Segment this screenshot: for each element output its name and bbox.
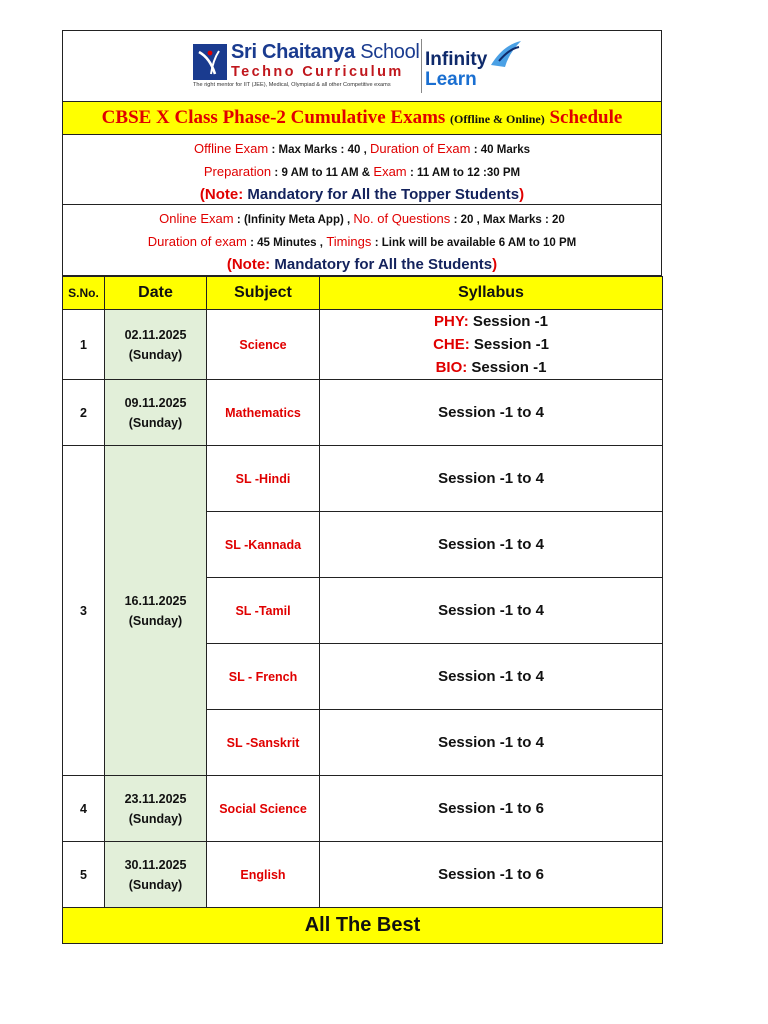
timings-value: : Link will be available 6 AM to 10 PM (374, 237, 577, 249)
offline-line-1 (63, 138, 661, 161)
brand-name: Sri Chaitanya School (231, 41, 420, 63)
sri-chaitanya-logo (193, 43, 421, 91)
syllabus-cell: Session -1 to 4 (320, 380, 663, 446)
questions-value: : 20 , Max Marks : 20 (453, 214, 565, 226)
prep-value: : 9 AM to 11 AM & (274, 167, 371, 179)
subject-cell: SL -Kannada (207, 512, 320, 578)
sno-cell: 2 (63, 380, 105, 446)
date-cell (105, 446, 207, 776)
syllabus-cell: Session -1 to 4 (320, 644, 663, 710)
infinity-learn-logo (425, 47, 521, 93)
offline-exam-value: : Max Marks : 40 (271, 144, 361, 156)
title-suffix: Schedule (549, 107, 623, 128)
day-text: (Sunday) (128, 877, 183, 892)
online-line-2 (63, 231, 661, 254)
online-exam-label: Online Exam (159, 211, 234, 226)
schedule-sheet (62, 30, 662, 944)
offline-exam-time-value: : 11 AM to 12 :30 PM (409, 167, 521, 179)
syllabus-cell: Session -1 to 4 (320, 710, 663, 776)
date-cell (105, 380, 207, 446)
date-cell (105, 842, 207, 908)
syllabus-text: Session -1 (469, 336, 549, 353)
date-cell (105, 310, 207, 380)
infinity-word: Infinity (425, 49, 488, 70)
note-text: Mandatory for All the Topper Students (243, 186, 520, 203)
date-text: 16.11.2025 (124, 593, 187, 608)
col-header-subject: Subject (207, 277, 320, 310)
table-row (63, 310, 663, 380)
table-row (63, 842, 663, 908)
note-open: (Note: (226, 256, 271, 273)
table-header-row (63, 277, 663, 310)
syllabus-cell: Session -1 to 6 (320, 776, 663, 842)
note-open: (Note: (199, 186, 244, 203)
col-header-sno: S.No. (63, 277, 105, 310)
syllabus-text: Session -1 (468, 313, 548, 330)
title-main: CBSE X Class Phase-2 Cumulative Exams (101, 107, 446, 128)
day-text: (Sunday) (128, 613, 183, 628)
syllabus-line (320, 333, 662, 356)
online-exam-value: : (Infinity Meta App) (236, 214, 344, 226)
offline-duration-value: : 40 Marks (473, 144, 531, 156)
schedule-box (62, 30, 662, 276)
syllabus-cell: Session -1 to 4 (320, 512, 663, 578)
col-header-syllabus: Syllabus (320, 277, 663, 310)
questions-label: No. of Questions (353, 211, 451, 226)
col-header-date: Date (105, 277, 207, 310)
syllabus-prefix: PHY: (434, 313, 469, 330)
syllabus-text: Session -1 (467, 359, 547, 376)
subject-cell: SL -Sanskrit (207, 710, 320, 776)
online-duration-value: : 45 Minutes , (250, 237, 323, 249)
table-row (63, 776, 663, 842)
infinity-swoosh-icon (489, 39, 523, 71)
offline-duration-label: Duration of Exam (369, 141, 471, 156)
footer-row (63, 908, 663, 944)
syllabus-prefix: CHE: (433, 336, 470, 353)
syllabus-line (320, 356, 662, 379)
table-row (63, 446, 663, 512)
sno-cell: 4 (63, 776, 105, 842)
subject-cell: English (207, 842, 320, 908)
online-sep: , (343, 214, 354, 226)
timings-label: Timings (326, 234, 372, 249)
date-text: 02.11.2025 (124, 327, 187, 342)
syllabus-line (320, 310, 662, 333)
subject-cell: SL -Tamil (207, 578, 320, 644)
day-text: (Sunday) (128, 347, 183, 362)
sno-cell: 1 (63, 310, 105, 380)
offline-exam-info (63, 135, 661, 205)
title-sub: (Offline & Online) (450, 112, 545, 126)
syllabus-cell (320, 310, 663, 380)
page-title (63, 102, 661, 135)
note-close: ) (519, 186, 525, 203)
online-line-1 (63, 208, 661, 231)
date-cell (105, 776, 207, 842)
note-close: ) (492, 256, 498, 273)
note-text: Mandatory for All the Students (270, 256, 493, 273)
online-note (63, 254, 661, 276)
footer-text: All The Best (63, 908, 663, 944)
brand-subline: Techno Curriculum (231, 64, 404, 80)
schedule-table (62, 276, 663, 944)
logo-divider (421, 39, 422, 93)
offline-exam-label: Offline Exam (193, 141, 269, 156)
offline-line-2 (63, 161, 661, 184)
sri-chaitanya-emblem-icon (193, 44, 227, 80)
offline-sep: , (360, 144, 370, 156)
syllabus-cell: Session -1 to 4 (320, 446, 663, 512)
date-text: 30.11.2025 (124, 857, 187, 872)
online-exam-info (63, 205, 661, 276)
date-text: 23.11.2025 (124, 791, 187, 806)
learn-word: Learn (425, 69, 477, 90)
subject-cell: SL - French (207, 644, 320, 710)
subject-cell: Mathematics (207, 380, 320, 446)
day-text: (Sunday) (128, 811, 183, 826)
prep-label: Preparation (203, 164, 272, 179)
header-logos (63, 31, 661, 102)
subject-cell: Social Science (207, 776, 320, 842)
subject-cell: SL -Hindi (207, 446, 320, 512)
subject-cell: Science (207, 310, 320, 380)
offline-note (63, 184, 661, 206)
day-text: (Sunday) (128, 415, 183, 430)
offline-exam-time-label: Exam (373, 164, 407, 179)
sno-cell: 3 (63, 446, 105, 776)
syllabus-cell: Session -1 to 6 (320, 842, 663, 908)
brand-tagline: The right mentor for IIT (JEE), Medical, Olympiad & all other Competitive exams (193, 82, 391, 88)
table-row (63, 380, 663, 446)
syllabus-cell: Session -1 to 4 (320, 578, 663, 644)
date-text: 09.11.2025 (124, 395, 187, 410)
sno-cell: 5 (63, 842, 105, 908)
online-duration-label: Duration of exam (147, 234, 247, 249)
syllabus-prefix: BIO: (435, 359, 468, 376)
